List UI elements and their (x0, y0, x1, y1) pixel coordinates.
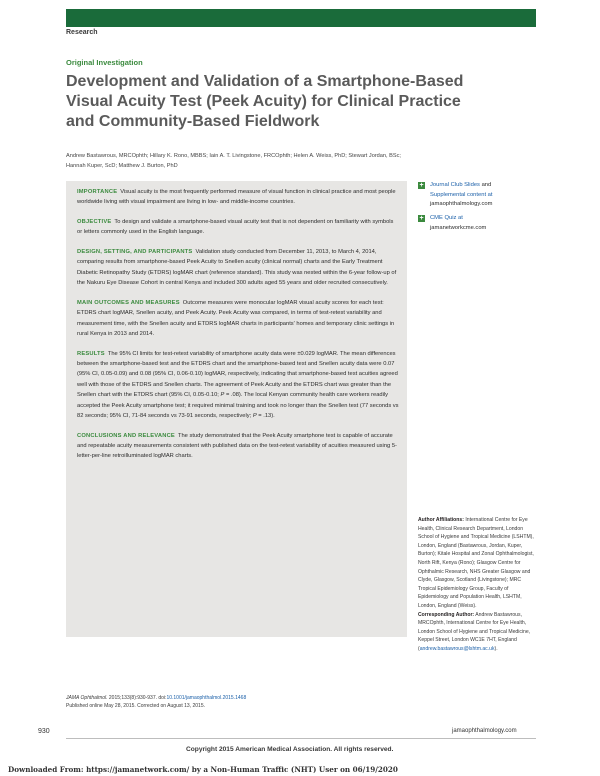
citation-ref: 2015;133(8):930-937. doi: (108, 695, 167, 701)
abstract-text: Visual acuity is the most frequently performed measure of visual function in clinical practice and most people worldwide living with visual impairment are living in low- and middle-income countries. (77, 189, 396, 206)
abstract-text: = .08). The local Kenyan community health care workers readily accepted the Peek Acuity smartphone test; it required minimal training and took no longer than the Snellen test (77 seconds vs 82 seconds; 95% CI, 71-84 seconds vs 73-91 seconds, respectively; (77, 392, 399, 420)
footer-divider (66, 738, 536, 739)
affiliations-text: International Centre for Eye Health, Clinical Research Department, London School of Hygiene and Tropical Medicine (LSHTM), London, England (Bastawrous, Jordan, Kuper, Burton); Kitale Hospital and Zonal Ophthalmologist, North Rift, Kenya (Rono); Glasgow Centre for Ophthalmic Research, NHS Greater Glasgow and Clyde, Glasgow, Scotland (Livingstone); MRC Tropical Epidemiology Group, Faculty of Epidemiology and Population Health, LSHTM, London, England (Weiss). (418, 517, 534, 609)
plus-icon: + (419, 215, 424, 222)
citation-journal: JAMA Ophthalmol. (66, 695, 108, 701)
abstract-conclusions (77, 431, 399, 462)
download-notice: Downloaded From: https://jamanetwork.com/ by a Non-Human Traffic (NHT) User on 06/19/2020 (8, 765, 398, 774)
abstract-text: The study demonstrated that the Peek Acuity smartphone test is capable of accurate and repeatable acuity measurements consistent with published data on the test-retest variability of acuities measured using 5-letter-per-line retroilluminated logMAR charts. (77, 432, 397, 460)
journal-header-bar (66, 9, 536, 27)
abstract-text: Validation study conducted from December 11, 2013, to March 4, 2014, comparing results from smartphone-based Peek Acuity to Snellen acuity (clinical normal) charts and the Early Treatment Diabetic Retinopathy Study (ETDRS) logMAR chart (reference standard). This study was nested within the 6-year follow-up of the Nakuru Eye Disease Cohort in central Kenya and included 300 adults aged 55 years and older recruited consecutively. (77, 249, 397, 287)
abstract-heading: OBJECTIVE (77, 219, 112, 225)
abstract-heading: DESIGN, SETTING, AND PARTICIPANTS (77, 249, 193, 255)
abstract-importance (77, 187, 399, 208)
abstract-design (77, 247, 399, 289)
abstract-outcomes (77, 298, 399, 340)
publication-date: Published online May 28, 2015. Corrected on August 13, 2015. (66, 703, 205, 710)
doi-link[interactable]: 10.1001/jamaophthalmol.2015.1468 (166, 695, 247, 701)
author-list: Andrew Bastawrous, MRCOphth; Hillary K. Rono, MBBS; Iain A. T. Livingstone, FRCOphth; Helen A. Weiss, PhD; Stewart Jordan, BSc; Hannah Kuper, ScD; Matthew J. Burton, PhD (66, 153, 401, 169)
author-affiliations (418, 516, 536, 654)
article-type: Original Investigation (66, 58, 143, 67)
journal-url-sidebar[interactable]: jamaophthalmology.com (430, 201, 493, 208)
abstract-results (77, 349, 399, 422)
corresponding-author-text: Andrew Bastawrous, MRCOphth, International Centre for Eye Health, London School of Hygiene and Tropical Medicine, Keppel Street, London WC1E 7HT, England ( (418, 611, 531, 652)
corresponding-author-label: Corresponding Author: (418, 611, 475, 618)
page-number: 930 (38, 728, 50, 735)
affiliations-label: Author Affiliations: (418, 517, 464, 523)
abstract-heading: MAIN OUTCOMES AND MEASURES (77, 299, 180, 306)
cme-quiz-label[interactable]: CME Quiz at (430, 215, 463, 221)
and-word: and (481, 182, 492, 188)
journal-club-slides-link[interactable]: Journal Club Slides (430, 182, 480, 188)
section-label: Research (66, 29, 98, 36)
p-value-symbol: P (252, 413, 257, 420)
article-title: Development and Validation of a Smartphone-Based Visual Acuity Test (Peek Acuity) for Clinical Practice and Community-Based Fieldwork (66, 73, 464, 130)
abstract-heading: IMPORTANCE (77, 189, 118, 195)
journal-club-link[interactable] (418, 181, 528, 210)
abstract-heading: CONCLUSIONS AND RELEVANCE (77, 432, 175, 439)
abstract-text: To design and validate a smartphone-based visual acuity test that is not dependent on familiarity with symbols or letters commonly used in the English language. (77, 219, 394, 236)
journal-url-footer[interactable]: jamaophthalmology.com (452, 728, 517, 734)
abstract-text: The 95% CI limits for test-retest variability of smartphone acuity data were ±0.029 logMAR. The mean differences between the smartphone-based test and the ETDRS chart and the smartphone-based test and Snellen acuity data were 0.07 (95% CI, 0.05-0.09) and 0.08 (95% CI, 0.06-0.10) logMAR, respectively, indicating that smartphone-based test acuities agreed well with those of the ETDRS and Snellen charts. The agreement of Peek Acuity and the ETDRS chart was greater than the Snellen chart with the ETDRS chart (95% CI, 0.05-0.10; (77, 350, 398, 399)
abstract-text: Outcome measures were monocular logMAR visual acuity scores for each test: ETDRS chart logMAR, Snellen acuity, and Peek Acuity. Peek Acuity was compared, in terms of test-retest variability and measurement time, with the Snellen acuity and ETDRS logMAR charts in participants' homes and temporary clinic settings in rural Kenya in 2013 and 2014. (77, 299, 395, 338)
citation-block (66, 694, 366, 711)
plus-icon: + (419, 182, 424, 189)
p-value-symbol: P (220, 392, 225, 399)
supplemental-content-link[interactable]: Supplemental content at (430, 191, 493, 198)
abstract-box (66, 181, 407, 637)
author-email-link[interactable]: andrew.bastawrous@lshtm.ac.uk (419, 645, 495, 652)
cme-url[interactable]: jamanetworkcme.com (430, 224, 487, 231)
abstract-heading: RESULTS (77, 350, 105, 357)
copyright-notice: Copyright 2015 American Medical Association. All rights reserved. (186, 746, 394, 753)
abstract-text: = .13). (258, 413, 275, 420)
abstract-objective (77, 217, 399, 238)
cme-quiz-link[interactable] (418, 214, 528, 233)
corresponding-author-end: ). (494, 645, 498, 652)
